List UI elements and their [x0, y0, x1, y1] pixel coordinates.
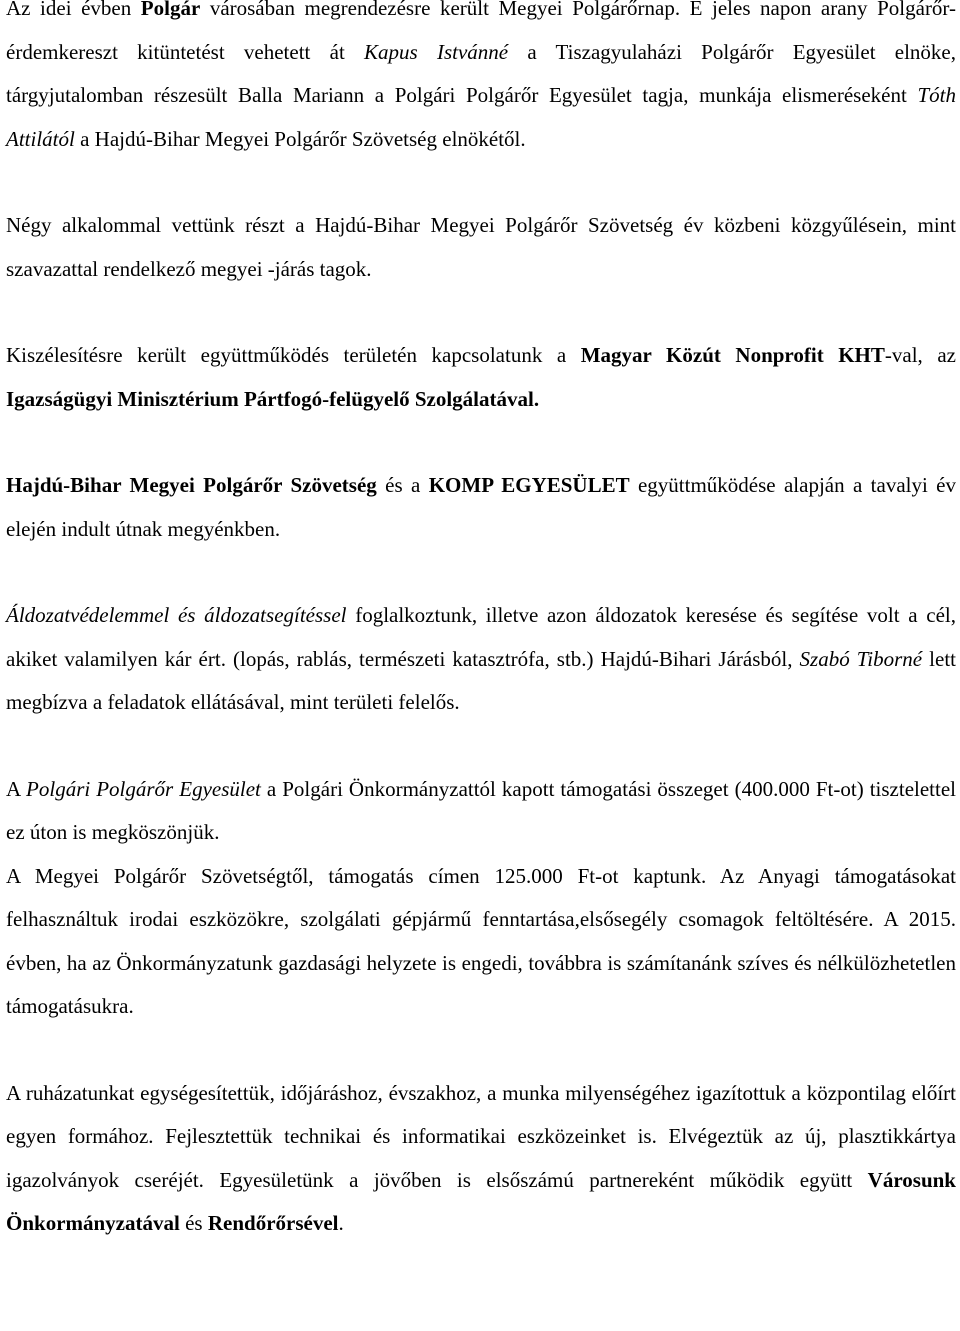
text-segment: Az idei évben: [6, 0, 141, 20]
text-segment: lett megbízva a feladatok ellátásával, mint területi felelős.: [6, 646, 956, 714]
bold-organization: Igazságügyi Minisztérium Pártfogó-felügyelő Szolgálatával.: [6, 386, 540, 411]
italic-person-name: Szabó Tiborné: [799, 646, 923, 671]
paragraph-ruhazat: [6, 1072, 956, 1246]
paragraph-polgarornap: [6, 0, 956, 161]
text-segment: foglalkoztunk, illetve azon áldozatok keresése és segítése volt a cél, akiket valamilyen kár ért. (lopás, rablás, természeti katasztrófa, stb.) Hajdú-Bihari Járásból,: [6, 603, 956, 671]
paragraph-tamogatas-onkormanyzat: [6, 768, 956, 855]
paragraph-kozgyules: Négy alkalommal vettünk részt a Hajdú-Bihar Megyei Polgárőr Szövetség év közbeni közgyűlésein, mint szavazattal rendelkező megyei -járás tagok.: [6, 213, 956, 281]
italic-person-name: Tóth Attilától: [6, 83, 956, 151]
bold-organization: Magyar Közút Nonprofit KHT: [580, 343, 885, 367]
paragraph-aldozatvedelem: [6, 594, 956, 725]
italic-person-name: Kapus Istvánné: [364, 39, 509, 64]
paragraph-tamogatas-szovetseg: A Megyei Polgárőr Szövetségtől, támogatás címen 125.000 Ft-ot kaptunk. Az Anyagi támogatásokat felhasználtuk irodai eszközökre, szolgálati gépjármű fenntartása,elsősegély csomagok feltöltésére. A 2015. évben, ha az Önkormányzatunk gazdasági helyzete is engedi, továbbra is számítanánk szíves és nélkülözhetetlen támogatásukra.: [6, 863, 956, 1018]
document-page: [6, 0, 956, 1246]
bold-organization: Hajdú-Bihar Megyei Polgárőr Szövetség: [6, 473, 377, 497]
paragraph-egyuttmukodes: [6, 334, 956, 421]
text-segment: a Tiszagyulaházi Polgárőr Egyesület elnöke, tárgyjutalomban részesült Balla Mariann a Polgári Polgárőr Egyesület tagja, munkája elismeréseként: [6, 39, 957, 107]
text-segment: együttműködése alapján a tavalyi év elején indult útnak megyénkben.: [6, 473, 956, 541]
text-segment: és: [179, 1211, 208, 1235]
italic-topic: Áldozatvédelemmel és áldozatsegítéssel: [6, 603, 347, 627]
text-segment: A ruházatunkat egységesítettük, időjáráshoz, évszakhoz, a munka milyenségéhez igazítottuk a központilag előírt egyen formához. Fejlesztettük technikai és informatikai eszközeinket is. Elvégeztük az új, plasztikkártya igazolványok cseréjét. Egyesületünk a jövőben is elsőszámú partnereként működik együtt: [6, 1080, 956, 1192]
bold-organization: KOMP EGYESÜLET: [428, 473, 630, 497]
bold-town-name: Polgár: [140, 0, 201, 20]
text-segment: a Hajdú-Bihar Megyei Polgárőr Szövetség elnökétől.: [74, 126, 526, 151]
text-segment: és a: [376, 473, 429, 497]
text-segment: városában megrendezésre került Megyei Polgárőrnap. E jeles napon arany Polgárőr-érdemkereszt kitüntetést vehetett át: [6, 0, 956, 64]
bold-organization: Rendőrőrsével: [207, 1211, 339, 1235]
text-segment: A: [6, 776, 27, 801]
paragraph-komp: [6, 464, 956, 551]
text-segment: a Polgári Önkormányzattól kapott támogatási összeget (400.000 Ft-ot) tisztelettel ez úton is megköszönjük.: [6, 776, 956, 844]
text-segment: Kiszélesítésre került együttműködés területén kapcsolatunk a: [6, 343, 581, 367]
text-segment: .: [338, 1211, 344, 1235]
italic-organization: Polgári Polgárőr Egyesület: [26, 776, 261, 801]
text-segment: -val, az: [884, 343, 956, 367]
bold-organization: Városunk Önkormányzatával: [6, 1167, 956, 1235]
